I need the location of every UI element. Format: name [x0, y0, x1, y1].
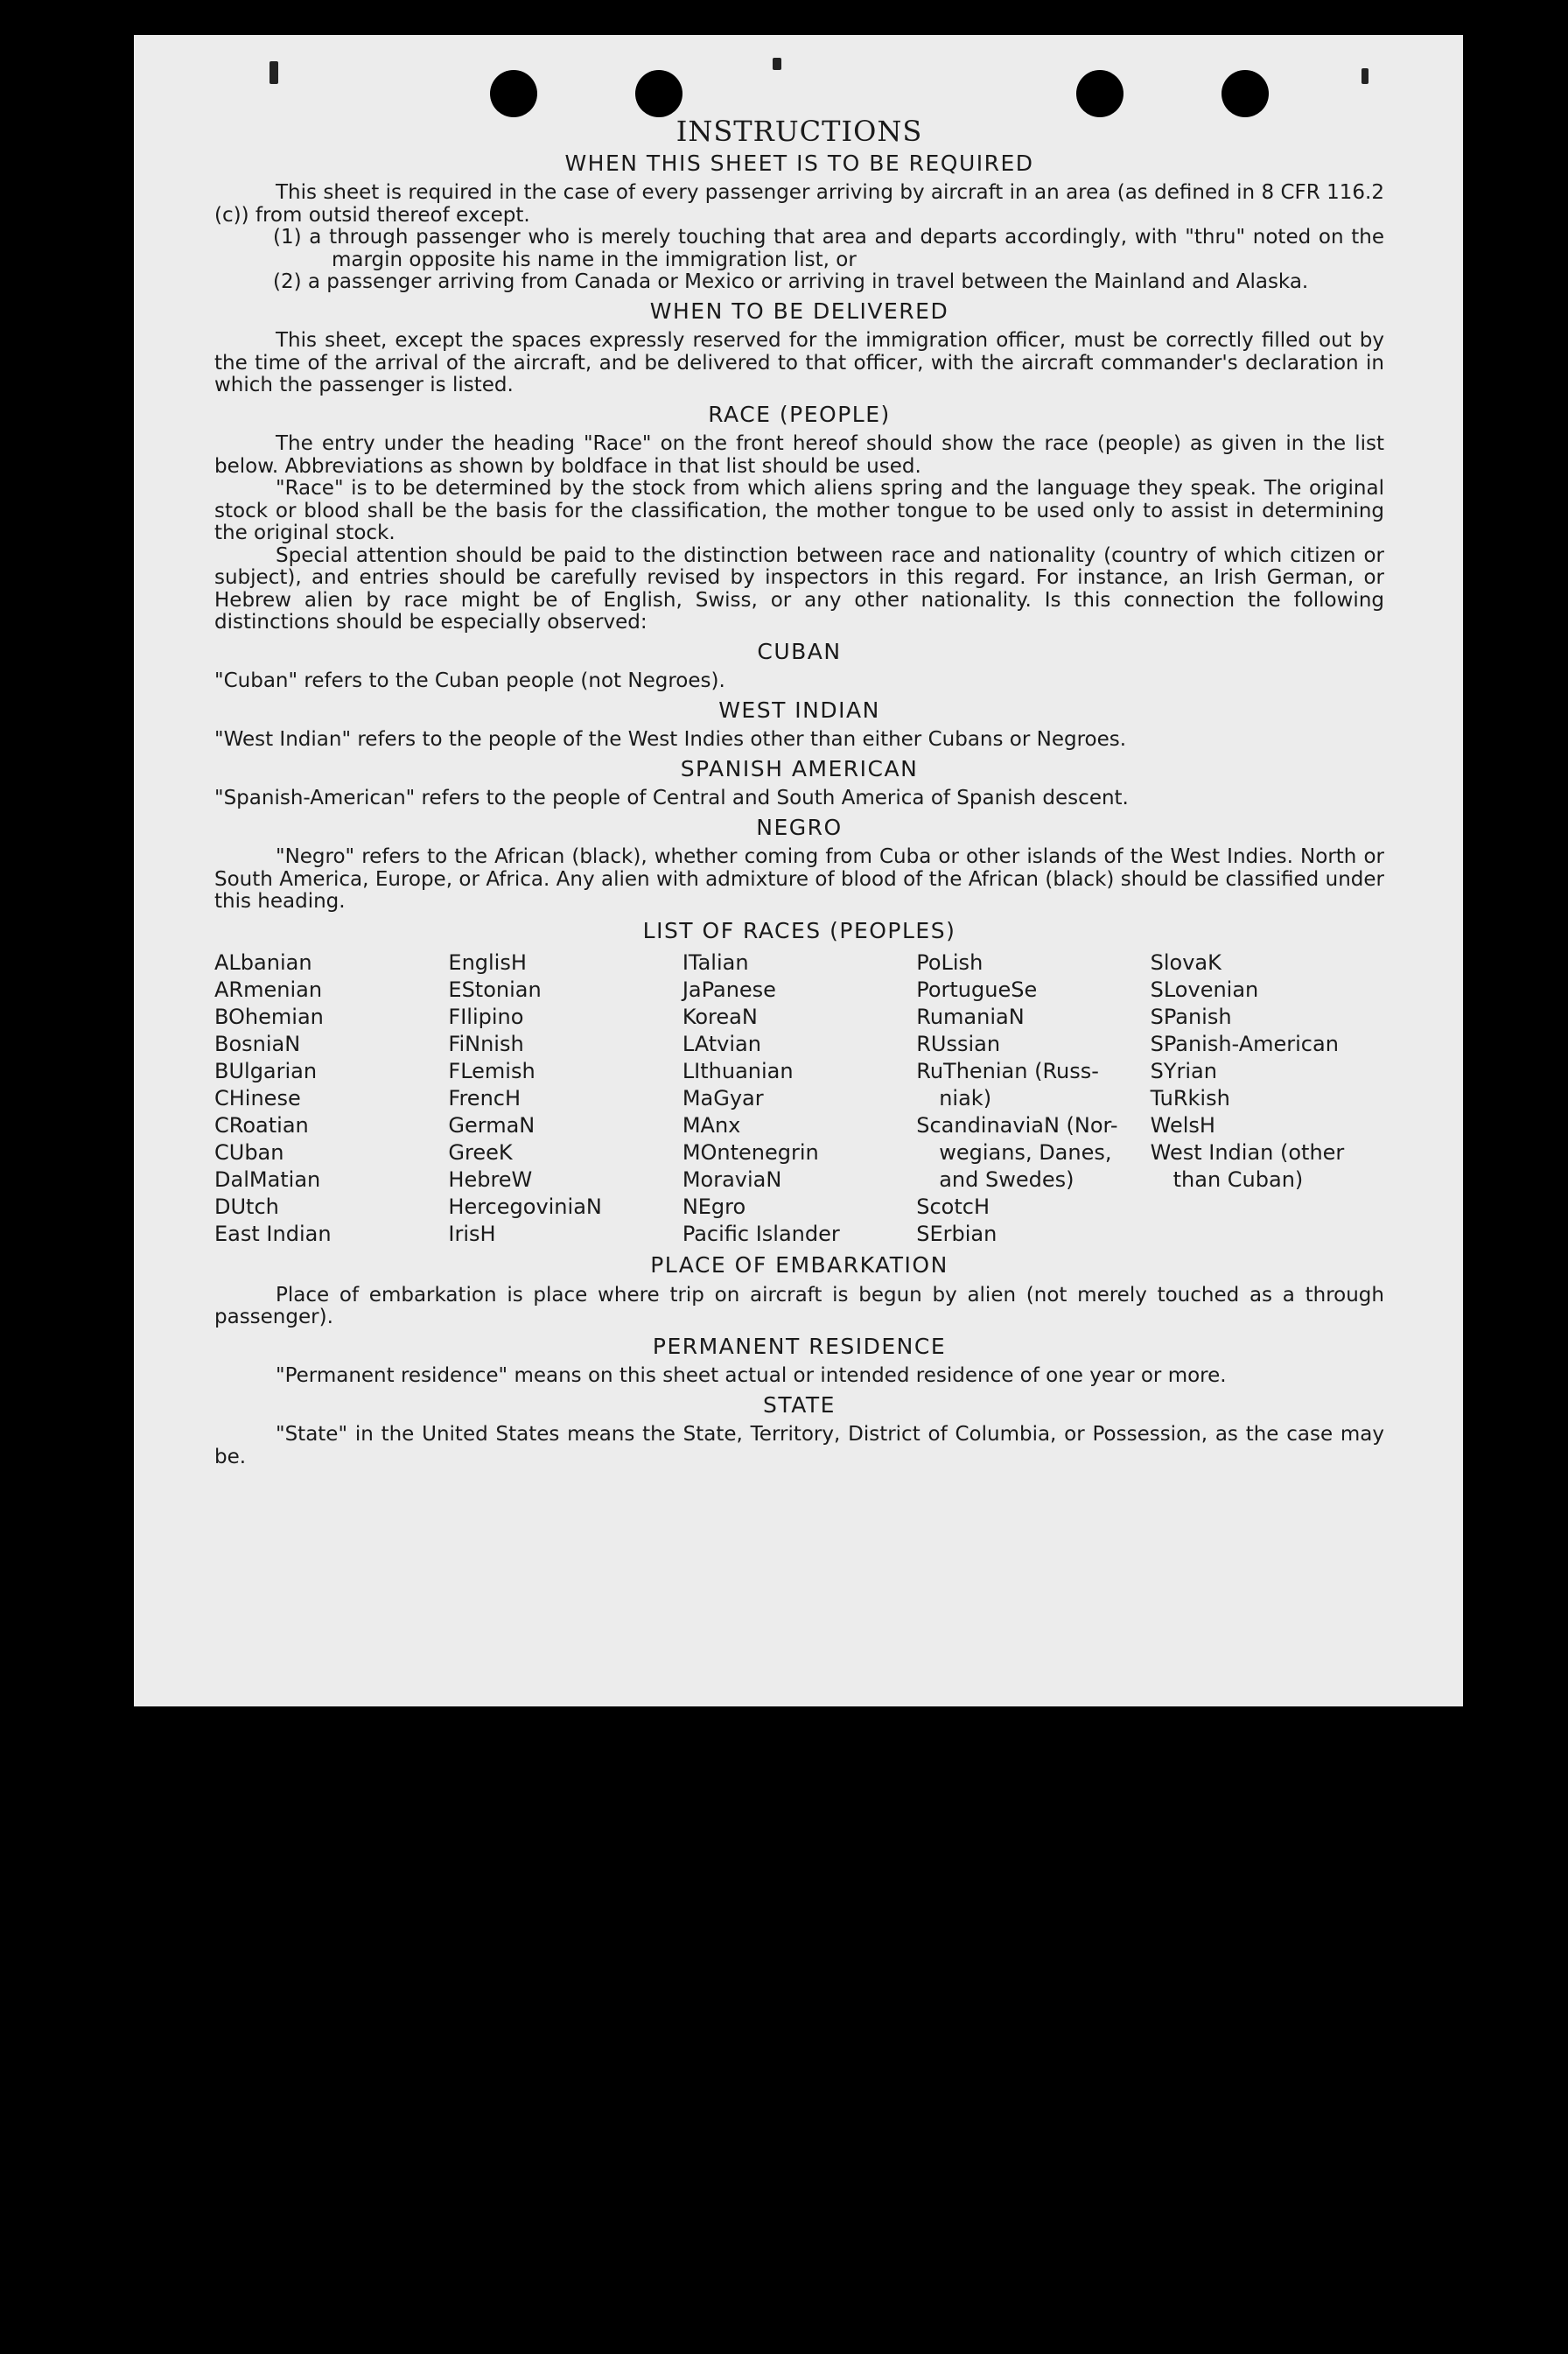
races-column-2 [448, 949, 682, 1248]
state-text: "State" in the United States means the State, Territory, District of Columbia, or Possession, as the case may be. [214, 1423, 1384, 1468]
race-entry: West Indian (other [1150, 1140, 1345, 1165]
negro-text: "Negro" refers to the African (black), whether coming from Cuba or other islands of the West Indies. North or South America, Europe, or Africa. Any alien with admixture of blood of the African (black) should be classified under this heading. [214, 845, 1384, 913]
race-entry: FLemish [448, 1059, 536, 1083]
race-entry: SlovaK [1150, 950, 1222, 975]
race-entry: SYrian [1150, 1059, 1217, 1083]
race-entry-continued: niak) [939, 1086, 992, 1110]
race-entry: HercegoviniaN [448, 1195, 602, 1219]
race-entry: TuRkish [1150, 1086, 1230, 1110]
race-entry: RumaniaN [916, 1005, 1025, 1029]
race-entry: LAtvian [682, 1032, 761, 1056]
race-entry: DUtch [214, 1195, 279, 1219]
race-entry: GermaN [448, 1113, 536, 1138]
ink-speck [270, 61, 278, 84]
race-entry: RuThenian (Russ- [916, 1059, 1099, 1083]
embarkation-text: Place of embarkation is place where trip on aircraft is begun by alien (not merely touched as a through passenger). [214, 1283, 1384, 1328]
race-paragraph-3: Special attention should be paid to the distinction between race and nationality (country of which citizen or subject), and entries should be carefully revised by inspectors in this regard. For instance, an Irish German, or Hebrew alien by race might be of English, Swiss, or any other nationality. Is this connection the following distinctions should be especially observed: [214, 543, 1384, 634]
race-entry: BosniaN [214, 1032, 301, 1056]
race-paragraph-2: "Race" is to be determined by the stock from which aliens spring and the language they speak. The original stock or blood shall be the basis for the classification, the mother tongue to be used only to assist in determining the original stock. [214, 477, 1384, 544]
race-entry: ScandinaviaN (Nor- [916, 1113, 1118, 1138]
heading-west-indian: WEST INDIAN [718, 697, 880, 723]
race-entry: RUssian [916, 1032, 1001, 1056]
race-entry: MoraviaN [682, 1167, 782, 1192]
races-table [214, 949, 1384, 1248]
instructions-body [214, 115, 1384, 1468]
race-entry: DalMatian [214, 1167, 321, 1192]
race-entry: ALbanian [214, 950, 312, 975]
race-entry: CRoatian [214, 1113, 309, 1138]
races-column-1 [214, 949, 448, 1248]
races-column-5 [1151, 949, 1384, 1248]
heading-race: RACE (PEOPLE) [708, 401, 891, 427]
race-entry: ITalian [682, 950, 749, 975]
heading-embarkation: PLACE OF EMBARKATION [650, 1252, 948, 1278]
ink-speck [773, 58, 781, 70]
race-entry: CHinese [214, 1086, 301, 1110]
west-indian-text: "West Indian" refers to the people of the West Indies other than either Cubans or Negroes. [214, 728, 1127, 751]
race-entry: BOhemian [214, 1005, 324, 1029]
race-entry: JaPanese [682, 977, 776, 1002]
race-entry: Pacific Islander [682, 1222, 840, 1246]
race-entry: SErbian [916, 1222, 998, 1246]
spanish-american-text: "Spanish-American" refers to the people of Central and South America of Spanish descent. [214, 787, 1129, 809]
race-entry: MOntenegrin [682, 1140, 819, 1165]
race-entry: CUban [214, 1140, 284, 1165]
heading-spanish-american: SPANISH AMERICAN [680, 755, 919, 781]
race-entry: FrencH [448, 1086, 522, 1110]
heading-permanent-residence: PERMANENT RESIDENCE [652, 1333, 947, 1359]
cuban-text: "Cuban" refers to the Cuban people (not Negroes). [214, 669, 725, 692]
race-entry: FiNnish [448, 1032, 524, 1056]
race-entry: EStonian [448, 977, 542, 1002]
race-entry: NEgro [682, 1195, 746, 1219]
race-entry: PoLish [916, 950, 984, 975]
race-entry: IrisH [448, 1222, 496, 1246]
race-entry-continued: wegians, Danes, [939, 1140, 1112, 1165]
page-title: INSTRUCTIONS [676, 115, 923, 148]
race-entry: MaGyar [682, 1086, 764, 1110]
races-column-4 [916, 949, 1150, 1248]
required-item-2: (2) a passenger arriving from Canada or Mexico or arriving in travel between the Mainland and Alaska. [273, 270, 1309, 293]
race-entry: FIlipino [448, 1005, 524, 1029]
race-entry: GreeK [448, 1140, 513, 1165]
heading-list-of-races: LIST OF RACES (PEOPLES) [642, 917, 956, 943]
races-column-3 [682, 949, 916, 1248]
ink-speck [1362, 68, 1368, 84]
race-entry: KoreaN [682, 1005, 758, 1029]
race-entry: SPanish [1150, 1005, 1232, 1029]
punch-hole [1222, 70, 1269, 117]
residence-text: "Permanent residence" means on this sheet actual or intended residence of one year or more. [276, 1364, 1227, 1387]
race-entry: LIthuanian [682, 1059, 794, 1083]
race-entry: EnglisH [448, 950, 527, 975]
delivered-text: This sheet, except the spaces expressly reserved for the immigration officer, must be correctly filled out by the time of the arrival of the aircraft, and be delivered to that officer, with the aircraft commander's declaration in which the passenger is listed. [214, 329, 1384, 396]
race-entry: PortugueSe [916, 977, 1038, 1002]
required-item-1: (1) a through passenger who is merely touching that area and departs accordingly, with "thru" noted on the margin opposite his name in the immigration list, or [273, 226, 1384, 271]
punch-hole [490, 70, 537, 117]
race-paragraph-1: The entry under the heading "Race" on the front hereof should show the race (people) as given in the list below. Abbreviations as shown by boldface in that list should be used. [214, 432, 1384, 478]
heading-required: WHEN THIS SHEET IS TO BE REQUIRED [564, 150, 1034, 176]
required-intro: This sheet is required in the case of every passenger arriving by aircraft in an area (as defined in 8 CFR 116.2 (c)) from outsid thereof except. [214, 181, 1384, 227]
punch-hole [635, 70, 682, 117]
race-entry: ScotcH [916, 1195, 990, 1219]
heading-cuban: CUBAN [757, 638, 842, 664]
race-entry: ARmenian [214, 977, 323, 1002]
race-entry: BUlgarian [214, 1059, 318, 1083]
race-entry-continued: than Cuban) [1172, 1167, 1304, 1192]
race-entry: SLovenian [1150, 977, 1259, 1002]
heading-negro: NEGRO [756, 814, 843, 840]
heading-delivered: WHEN TO BE DELIVERED [649, 298, 949, 324]
punch-hole [1076, 70, 1124, 117]
race-entry-continued: and Swedes) [939, 1167, 1074, 1192]
race-entry: East Indian [214, 1222, 332, 1246]
race-entry: HebreW [448, 1167, 533, 1192]
race-entry: MAnx [682, 1113, 741, 1138]
race-entry: WelsH [1150, 1113, 1215, 1138]
race-entry: SPanish-American [1150, 1032, 1339, 1056]
document-sheet [134, 35, 1463, 1706]
heading-state: STATE [763, 1391, 836, 1418]
